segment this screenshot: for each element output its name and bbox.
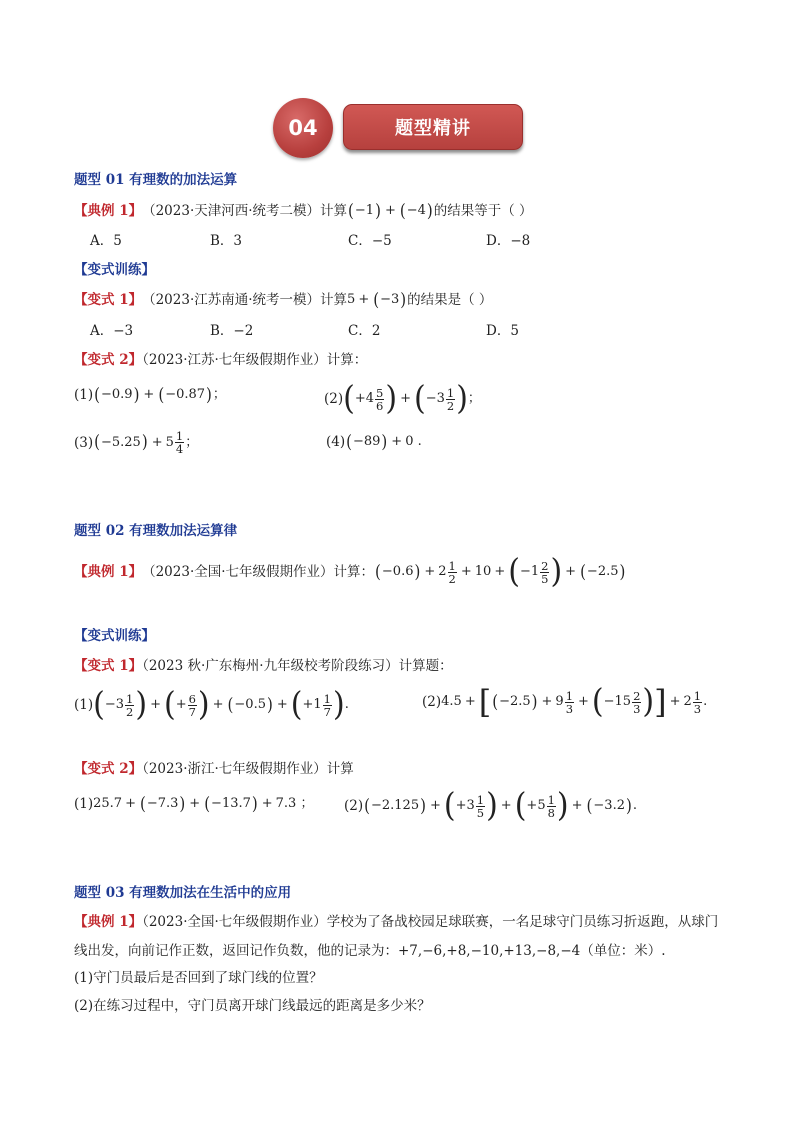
math-expression: ( +4 $\frac{5}{6}$ ) + ( −3 $\frac{1}{2}$ ) ； bbox=[343, 379, 481, 418]
choice-b: B．3 bbox=[210, 233, 243, 249]
question-2: (2)在练习过程中，守门员离开球门线最远的距离是多少米？ bbox=[74, 998, 431, 1014]
variant-source: （2023·江苏南通·统考一模）计算 bbox=[142, 292, 348, 308]
choice-b: B．−2 bbox=[210, 323, 254, 339]
problem-1: (1) ( −3 $\frac{1}{2}$ ) + ( + $\frac{6}{7}$ ) + ( −0.5 ) + ( +1 $\frac{1}{7}$ ) . bbox=[74, 685, 349, 724]
type02-variant2 bbox=[74, 760, 354, 778]
section-number-badge bbox=[273, 98, 333, 158]
problem-2: (2) 4.5 + [ ( −2.5 ) + 9 $\frac{1}{3}$ + ( −15 $\frac{2}{3}$ ) ] + 2 $\frac{1}{3}$ . bbox=[422, 682, 708, 721]
math-expression: ( −2.125 ) + ( +3 $\frac{1}{5}$ ) + ( +5 $\frac{1}{8}$ ) + ( −3.2 ) . bbox=[364, 786, 637, 825]
type01-variant1 bbox=[74, 291, 492, 309]
problem-1: (1) 25.7 + ( −7.3 ) + ( −13.7 ) + 7.3 ； bbox=[74, 793, 314, 814]
section-title: 题型精讲 bbox=[395, 118, 471, 139]
choice-a: A．5 bbox=[90, 233, 122, 249]
type02-example1 bbox=[74, 552, 626, 591]
type02-variant1 bbox=[74, 657, 453, 675]
problem-4: (4) ( −89 ) + 0 . bbox=[326, 431, 422, 452]
problem-2: (2) ( −2.125 ) + ( +3 $\frac{1}{5}$ ) + ( +5 $\frac{1}{8}$ ) + ( −3.2 ) . bbox=[344, 786, 637, 825]
type03-example1-line1 bbox=[74, 913, 718, 931]
type02-title: 题型 02 有理数加法运算律 bbox=[74, 523, 238, 539]
problem-3: (3) ( −5.25 ) + 5 $\frac{1}{4}$ ； bbox=[74, 429, 199, 456]
choice-c: C．2 bbox=[348, 323, 381, 339]
math-expression: 25.7 + ( −7.3 ) + ( −13.7 ) + 7.3 ； bbox=[93, 793, 314, 814]
example-source: （2023·全国·七年级假期作业）计算： bbox=[142, 564, 375, 580]
section-title-bar bbox=[343, 104, 523, 150]
variant-tag: 【变式 1】 bbox=[74, 292, 143, 308]
problem-1: (1) ( −0.9 ) + ( −0.87 ) ； bbox=[74, 384, 226, 405]
example-question: 的结果等于（ ） bbox=[433, 203, 533, 219]
example-text: （2023·全国·七年级假期作业）学校为了备战校园足球联赛，一名足球守门员练习折返跑，从球门 bbox=[142, 914, 719, 930]
example-tag: 【典例 1】 bbox=[74, 914, 143, 930]
choice-d: D．−8 bbox=[486, 233, 531, 249]
variant-tag: 【变式 2】 bbox=[74, 352, 143, 368]
type01-variant2 bbox=[74, 351, 367, 369]
math-expression: 5 + ( −3 ) bbox=[347, 289, 407, 310]
section-number: 04 bbox=[288, 116, 318, 140]
math-expression: ( −1 ) + ( −4 ) bbox=[348, 200, 433, 221]
math-expression: ( −89 ) + 0 . bbox=[346, 431, 422, 452]
math-expression: ( −0.9 ) + ( −0.87 ) ； bbox=[94, 384, 226, 405]
math-expression: ( −0.6 ) + 2 $\frac{1}{2}$ + 10 + ( −1 $\frac{2}{5}$ ) + ( −2.5 ) bbox=[375, 552, 626, 591]
variant-tag: 【变式 2】 bbox=[74, 761, 143, 777]
variant-source: （2023·浙江·七年级假期作业）计算 bbox=[142, 761, 354, 777]
variant-question: 的结果是（ ） bbox=[407, 292, 493, 308]
choice-a: A．−3 bbox=[90, 323, 134, 339]
type03-title: 题型 03 有理数加法在生活中的应用 bbox=[74, 885, 292, 901]
math-expression: 4.5 + [ ( −2.5 ) + 9 $\frac{1}{3}$ + ( −15 $\frac{2}{3}$ ) ] + 2 $\frac{1}{3}$ . bbox=[441, 682, 708, 721]
math-expression: ( −3 $\frac{1}{2}$ ) + ( + $\frac{6}{7}$ ) + ( −0.5 ) + ( +1 $\frac{1}{7}$ ) . bbox=[93, 685, 349, 724]
type01-example1 bbox=[74, 202, 533, 220]
choice-d: D．5 bbox=[486, 323, 519, 339]
variant-source: （2023·江苏·七年级假期作业）计算： bbox=[142, 352, 368, 368]
math-expression: ( −5.25 ) + 5 $\frac{1}{4}$ ； bbox=[94, 429, 199, 456]
question-1: (1)守门员最后是否回到了球门线的位置？ bbox=[74, 970, 323, 986]
training-title: 【变式训练】 bbox=[74, 262, 155, 278]
problem-2: (2) ( +4 $\frac{5}{6}$ ) + ( −3 $\frac{1}{2}$ ) ； bbox=[324, 379, 481, 418]
training-title: 【变式训练】 bbox=[74, 628, 155, 644]
variant-tag: 【变式 1】 bbox=[74, 658, 143, 674]
type01-title: 题型 01 有理数的加法运算 bbox=[74, 172, 238, 188]
type03-example1-line2: 线出发，向前记作正数，返回记作负数，他的记录为：+7,−6,+8,−10,+13,−8,−4（单位：米）. bbox=[74, 943, 666, 959]
variant-source: （2023 秋·广东梅州·九年级校考阶段练习）计算题： bbox=[142, 658, 453, 674]
example-source: （2023·天津河西·统考二模）计算 bbox=[142, 203, 348, 219]
choice-c: C．−5 bbox=[348, 233, 392, 249]
example-tag: 【典例 1】 bbox=[74, 564, 143, 580]
example-tag: 【典例 1】 bbox=[74, 203, 143, 219]
